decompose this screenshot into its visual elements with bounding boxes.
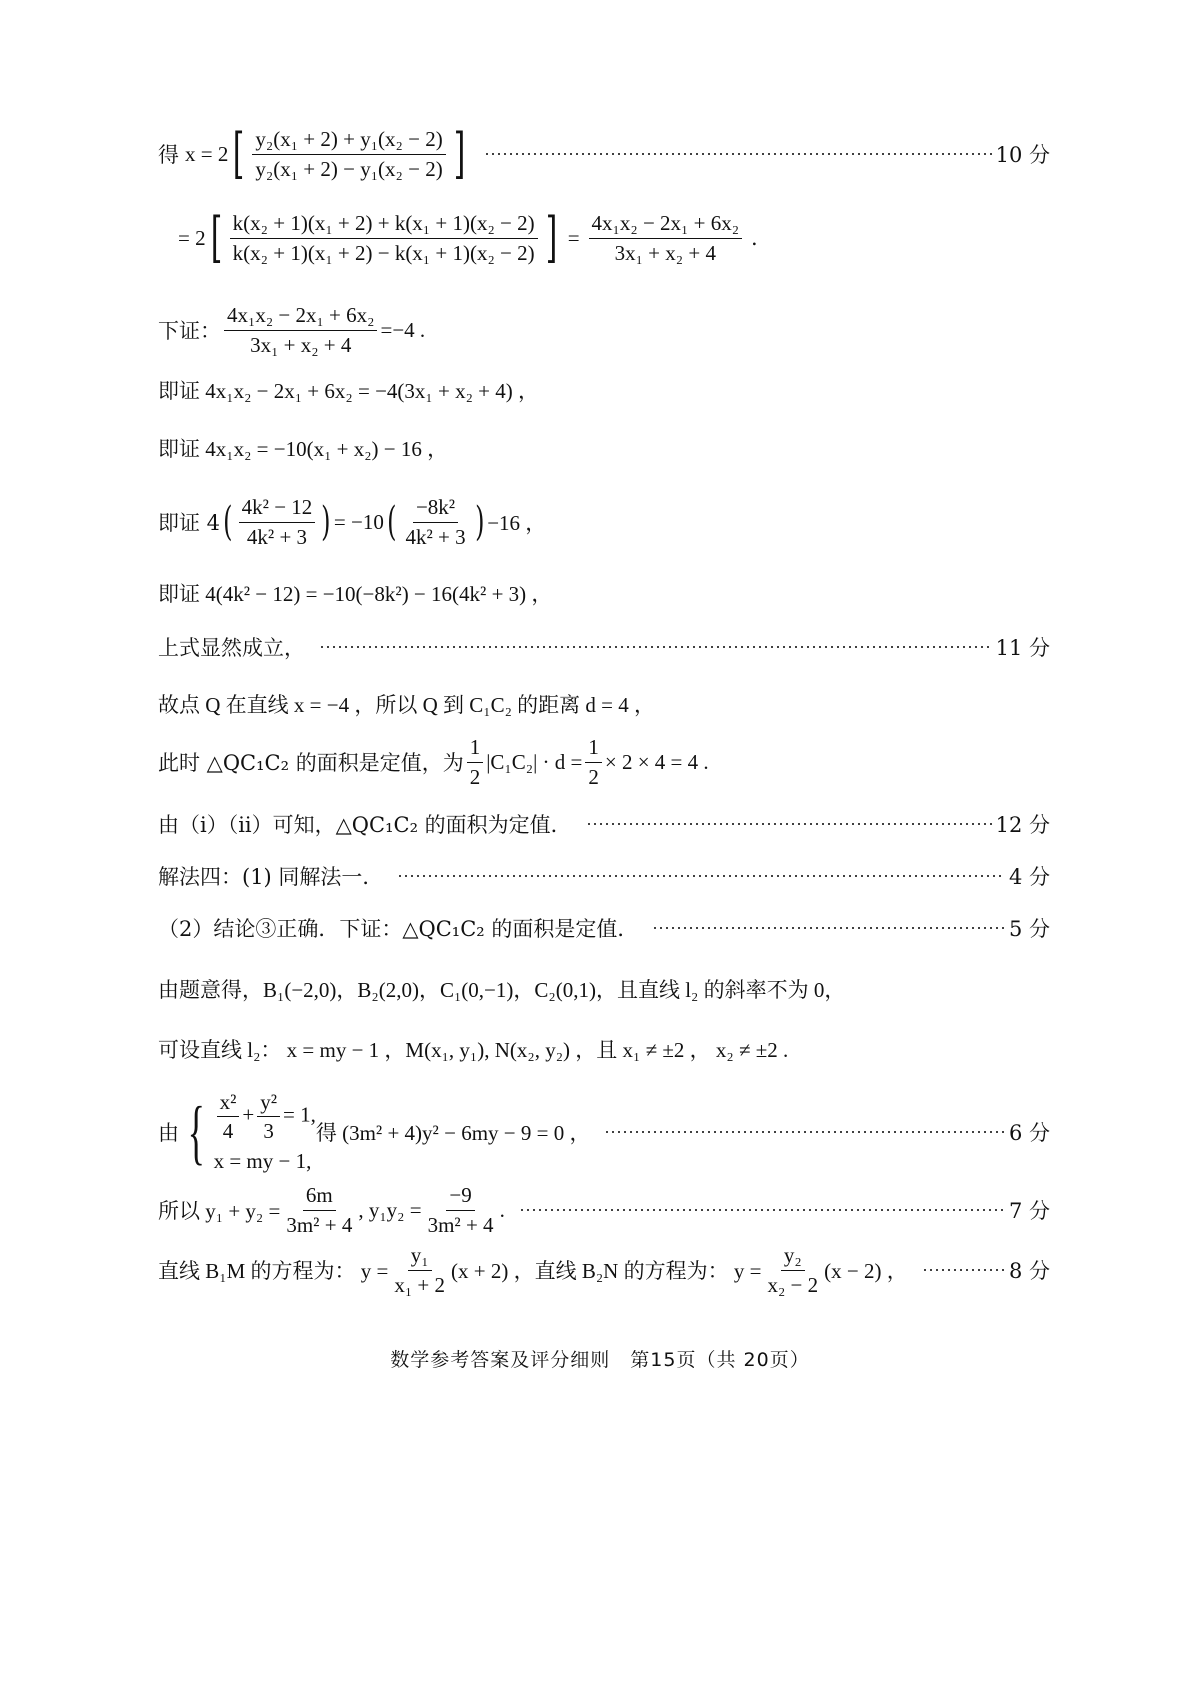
left-brace: { (187, 1092, 205, 1172)
denominator: 3x₁ + x₂ + 4 (614, 240, 716, 265)
line-mid: (x + 2) ，直线 B₂N 的方程为： y = (451, 1259, 762, 1283)
line-prefix: 直线 B₁M 的方程为： y = (158, 1259, 389, 1283)
line-mid: , y₁y₂ = (358, 1197, 422, 1222)
dot-leader (397, 875, 1005, 877)
score-label: 8 分 (1008, 1259, 1050, 1283)
system-row-1: $\frac{\text{x²}}{4}$ + $\frac{\text{y²}}{3}$ = 1, (214, 1090, 316, 1143)
left-bracket: [ (233, 122, 245, 185)
fraction (230, 211, 538, 264)
system-rows (214, 1090, 316, 1174)
line-prefix: 由 (158, 1121, 179, 1145)
fraction (239, 495, 316, 548)
line-suffix: × 2 × 4 = 4 . (604, 749, 709, 774)
fraction-half (585, 735, 602, 788)
numerator: 1 (467, 735, 484, 762)
line-prefix: 下证： (158, 319, 221, 343)
fraction (391, 1243, 448, 1296)
right-paren: ) (474, 499, 485, 545)
score-label: 7 分 (1008, 1199, 1050, 1223)
numerator: 6m (303, 1183, 336, 1210)
numerator: 4k² − 12 (239, 495, 316, 522)
line-prefix: 得 (158, 143, 179, 167)
denominator: x₂ − 2 (767, 1272, 819, 1297)
solution-line-12 (158, 856, 1050, 896)
line-prefix: 即证 4 (158, 511, 221, 535)
denominator: 3x₁ + x₂ + 4 (250, 332, 352, 357)
numerator: −8k² (413, 495, 458, 522)
line-suffix: . (751, 226, 758, 250)
numerator: 1 (585, 735, 602, 762)
numerator: y₁ (408, 1243, 432, 1270)
dot-leader (519, 1209, 1005, 1211)
fraction-half (467, 735, 484, 788)
denominator: 2 (469, 764, 481, 789)
dot-leader (484, 153, 992, 155)
score-label: 6 分 (1008, 1121, 1050, 1145)
numerator: y₂(x₁ + 2) + y₁(x₂ − 2) (252, 127, 445, 154)
right-bracket: ] (453, 122, 466, 185)
fraction (252, 127, 445, 180)
score-label: 4 分 (1008, 865, 1050, 889)
denominator: x₁ + 2 (394, 1272, 446, 1297)
line-text: （2）结论③正确．下证：△QC₁C₂ 的面积是定值． (158, 917, 639, 941)
solution-line-7: 即证 4(4k² − 12) = −10(−8k²) − 16(4k² + 3) ， (158, 582, 553, 606)
fraction (283, 1183, 355, 1236)
dot-leader (319, 646, 992, 648)
equals: = (567, 225, 580, 250)
left-paren: ( (223, 499, 233, 545)
denominator: 3m² + 4 (286, 1212, 353, 1237)
fraction (764, 1243, 821, 1296)
denominator: 3 (263, 1119, 274, 1143)
formula-lhs: = 2 (178, 225, 206, 250)
solution-line-1 (158, 122, 1050, 186)
numerator: 4x₁x₂ − 2x₁ + 6x₂ (589, 211, 742, 238)
right-bracket: ] (545, 206, 557, 269)
solution-line-17 (158, 1180, 1050, 1240)
score-label: 10 分 (995, 143, 1050, 167)
solution-line-18 (158, 1240, 1050, 1300)
line-prefix: 此时 △QC₁C₂ 的面积是定值，为 (158, 751, 464, 775)
fraction-rhs (589, 211, 742, 264)
line-prefix: 所以 y₁ + y₂ = (158, 1199, 281, 1223)
fraction (224, 303, 377, 356)
solution-line-3 (158, 302, 1050, 358)
line-suffix: 得 (3m² + 4)y² − 6my − 9 = 0 ， (315, 1121, 591, 1145)
denominator: 3m² + 4 (427, 1212, 494, 1237)
numerator: −9 (446, 1183, 474, 1210)
page-footer: 数学参考答案及评分细则 第15页（共 20页） (390, 1349, 810, 1371)
line-text: 上式显然成立， (158, 636, 305, 660)
right-paren: ) (321, 499, 331, 545)
line-mid: |C₁C₂| · d = (486, 749, 583, 774)
denominator: 2 (588, 764, 599, 789)
solution-line-11 (158, 804, 1050, 844)
solution-line-10 (158, 732, 1050, 792)
score-label: 5 分 (1008, 917, 1050, 941)
solution-line-15: 可设直线 l₂： x = my − 1 ，M(x₁, y₁), N(x₂, y₂) ，且 x₁ ≠ ±2 ， x₂ ≠ ±2 . (158, 1038, 789, 1062)
fraction (425, 1183, 497, 1236)
left-bracket: [ (210, 206, 222, 269)
numerator: y₂ (781, 1243, 805, 1270)
line-suffix: . (499, 1197, 505, 1222)
score-label: 11 分 (995, 636, 1050, 660)
solution-line-2 (178, 206, 1070, 270)
solution-line-4: 即证 4x₁x₂ − 2x₁ + 6x₂ = −4(3x₁ + x₂ + 4) ， (158, 379, 539, 403)
system-row-2: x = my − 1, (213, 1149, 312, 1174)
line-suffix: =−4 . (380, 317, 426, 342)
equation-system (179, 1090, 316, 1174)
dot-leader (652, 927, 1005, 929)
numerator: x² (217, 1090, 240, 1117)
dot-leader (922, 1269, 1005, 1271)
denominator: y₂(x₁ + 2) − y₁(x₂ − 2) (255, 156, 443, 181)
formula-lhs: x = 2 (185, 141, 229, 166)
line-text: 由（i）（ii）可知，△QC₁C₂ 的面积为定值． (158, 813, 572, 837)
fraction (217, 1090, 240, 1143)
solution-line-14: 由题意得，B₁(−2,0)，B₂(2,0)，C₁(0,−1)，C₂(0,1)，且直线 l₂ 的斜率不为 0， (158, 978, 846, 1002)
dot-leader (604, 1131, 1004, 1133)
solution-line-16 (158, 1089, 1050, 1174)
solution-line-8 (158, 627, 1050, 667)
fraction (402, 495, 468, 548)
line-text: 解法四：(1) 同解法一． (158, 865, 384, 889)
solution-line-13 (158, 908, 1050, 948)
numerator: k(x₂ + 1)(x₁ + 2) + k(x₁ + 1)(x₂ − 2) (230, 211, 538, 238)
numerator: 4x₁x₂ − 2x₁ + 6x₂ (224, 303, 377, 330)
line-suffix: −16 ， (487, 511, 547, 535)
denominator: 4k² + 3 (405, 524, 466, 549)
solution-line-6 (158, 490, 1050, 554)
line-suffix: (x − 2) ， (824, 1259, 908, 1283)
score-label: 12 分 (995, 813, 1050, 837)
left-paren: ( (386, 499, 397, 545)
fraction (257, 1090, 280, 1143)
solution-line-9: 故点 Q 在直线 x = −4 ，所以 Q 到 C₁C₂ 的距离 d = 4 ， (158, 693, 656, 717)
denominator: 4k² + 3 (246, 524, 308, 549)
row-tail: = 1, (283, 1102, 316, 1127)
dot-leader (586, 823, 992, 825)
solution-line-5: 即证 4x₁x₂ = −10(x₁ + x₂) − 16 ， (158, 437, 449, 461)
numerator: y² (257, 1090, 280, 1117)
equals: = −10 (333, 509, 384, 534)
denominator: k(x₂ + 1)(x₁ + 2) − k(x₁ + 1)(x₂ − 2) (232, 240, 535, 265)
denominator: 4 (222, 1119, 234, 1143)
